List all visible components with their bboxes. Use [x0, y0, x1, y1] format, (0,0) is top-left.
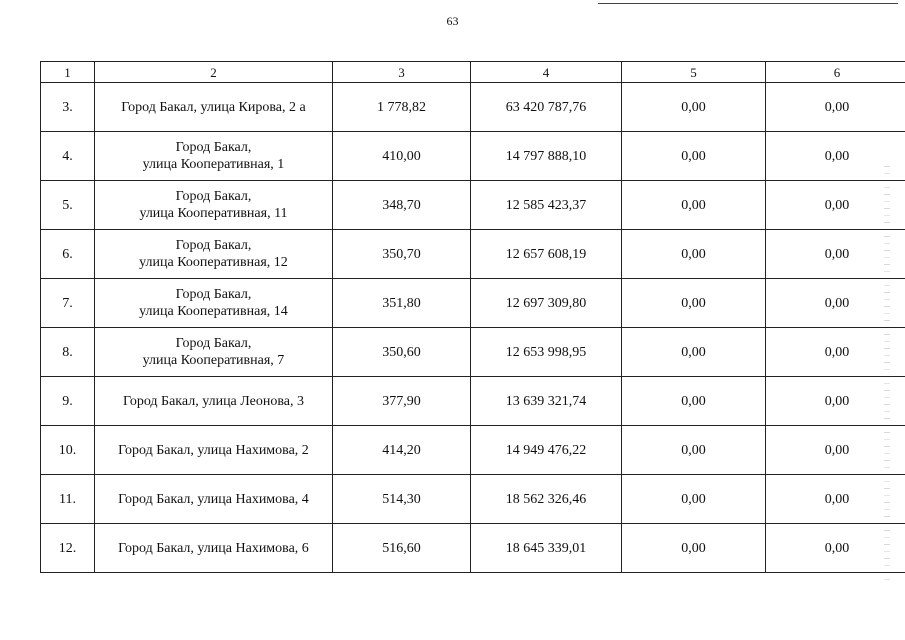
address-line: улица Кооперативная, 14 — [139, 304, 288, 319]
address-line: Город Бакал, — [175, 287, 252, 302]
column-6-cell: 0,00 — [766, 524, 905, 573]
table-row — [41, 328, 905, 377]
row-number-cell: 7. — [41, 279, 95, 328]
cost-cell: 12 697 309,80 — [471, 279, 622, 328]
column-5-cell: 0,00 — [622, 230, 766, 279]
address-line: улица Кооперативная, 1 — [142, 157, 285, 172]
page-number: 63 — [446, 14, 459, 28]
area-cell: 351,80 — [333, 279, 471, 328]
area-cell: 516,60 — [333, 524, 471, 573]
address-line: Город Бакал, — [175, 336, 252, 351]
address-cell — [95, 181, 333, 230]
table-row — [41, 524, 905, 573]
row-number-cell: 12. — [41, 524, 95, 573]
address-line: Город Бакал, улица Нахимова, 2 — [118, 442, 309, 458]
area-cell: 514,30 — [333, 475, 471, 524]
row-number-cell: 4. — [41, 132, 95, 181]
column-5-cell: 0,00 — [622, 475, 766, 524]
row-number-cell: 10. — [41, 426, 95, 475]
cost-cell: 12 657 608,19 — [471, 230, 622, 279]
area-cell: 1 778,82 — [333, 83, 471, 132]
column-6-cell: 0,00 — [766, 377, 905, 426]
column-number-4: 4 — [471, 62, 622, 83]
address-cell — [95, 83, 333, 132]
table-row — [41, 426, 905, 475]
cost-cell: 12 653 998,95 — [471, 328, 622, 377]
column-number-6: 6 — [766, 62, 905, 83]
address-cell — [95, 524, 333, 573]
column-5-cell: 0,00 — [622, 132, 766, 181]
column-6-cell: 0,00 — [766, 475, 905, 524]
cost-cell: 14 797 888,10 — [471, 132, 622, 181]
column-6-cell: 0,00 — [766, 181, 905, 230]
column-5-cell: 0,00 — [622, 328, 766, 377]
address-cell — [95, 328, 333, 377]
address-line: улица Кооперативная, 11 — [139, 206, 288, 221]
column-number-3: 3 — [333, 62, 471, 83]
address-line: Город Бакал, — [175, 140, 252, 155]
address-cell — [95, 279, 333, 328]
address-cell — [95, 230, 333, 279]
address-line: улица Кооперативная, 12 — [139, 255, 288, 270]
address-line: Город Бакал, улица Нахимова, 6 — [118, 540, 309, 556]
column-5-cell: 0,00 — [622, 524, 766, 573]
address-line: Город Бакал, — [175, 238, 252, 253]
property-table — [40, 61, 905, 573]
area-cell: 377,90 — [333, 377, 471, 426]
row-number-cell: 9. — [41, 377, 95, 426]
column-6-cell: 0,00 — [766, 328, 905, 377]
cost-cell: 13 639 321,74 — [471, 377, 622, 426]
address-cell — [95, 426, 333, 475]
row-number-cell: 5. — [41, 181, 95, 230]
cost-cell: 14 949 476,22 — [471, 426, 622, 475]
row-number-cell: 11. — [41, 475, 95, 524]
column-number-2: 2 — [95, 62, 333, 83]
table-row — [41, 475, 905, 524]
row-number-cell: 6. — [41, 230, 95, 279]
column-number-5: 5 — [622, 62, 766, 83]
column-6-cell: 0,00 — [766, 132, 905, 181]
column-5-cell: 0,00 — [622, 83, 766, 132]
table-row — [41, 377, 905, 426]
cost-cell: 18 645 339,01 — [471, 524, 622, 573]
area-cell: 348,70 — [333, 181, 471, 230]
column-6-cell: 0,00 — [766, 230, 905, 279]
column-6-cell: 0,00 — [766, 279, 905, 328]
table-row — [41, 132, 905, 181]
row-number-cell: 3. — [41, 83, 95, 132]
address-cell — [95, 377, 333, 426]
area-cell: 414,20 — [333, 426, 471, 475]
area-cell: 350,60 — [333, 328, 471, 377]
column-number-1: 1 — [41, 62, 95, 83]
column-number-row — [41, 62, 905, 83]
cost-cell: 18 562 326,46 — [471, 475, 622, 524]
column-5-cell: 0,00 — [622, 181, 766, 230]
address-line: Город Бакал, улица Кирова, 2 а — [121, 99, 306, 115]
table-row — [41, 83, 905, 132]
address-cell — [95, 132, 333, 181]
area-cell: 350,70 — [333, 230, 471, 279]
cost-cell: 63 420 787,76 — [471, 83, 622, 132]
cost-cell: 12 585 423,37 — [471, 181, 622, 230]
address-line: Город Бакал, — [175, 189, 252, 204]
row-number-cell: 8. — [41, 328, 95, 377]
table-body — [41, 62, 905, 573]
area-cell: 410,00 — [333, 132, 471, 181]
address-line: Город Бакал, улица Нахимова, 4 — [118, 491, 309, 507]
column-5-cell: 0,00 — [622, 279, 766, 328]
table-row — [41, 181, 905, 230]
column-5-cell: 0,00 — [622, 377, 766, 426]
column-5-cell: 0,00 — [622, 426, 766, 475]
table-row — [41, 279, 905, 328]
column-6-cell: 0,00 — [766, 83, 905, 132]
address-cell — [95, 475, 333, 524]
address-line: Город Бакал, улица Леонова, 3 — [122, 393, 305, 409]
top-rule — [598, 3, 898, 4]
column-6-cell: 0,00 — [766, 426, 905, 475]
address-line: улица Кооперативная, 7 — [142, 353, 285, 368]
table-row — [41, 230, 905, 279]
